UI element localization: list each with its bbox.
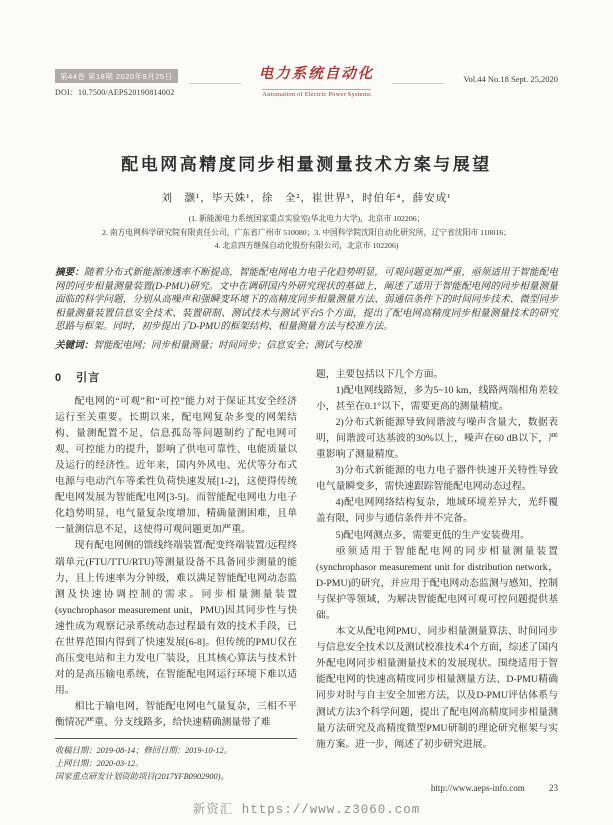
body-paragraph: 本文从配电网PMU、同步相量测量算法、时间同步与信息安全技术以及测试校准技术4个方面，综述了国内外配电网同步相量测量技术的发展现状。围绕适用于智能配电网的快速高精度同步相量测量方法、D-PMU精确同步对时与自主安全加密方法，以及D-PMU评估体系与测试方法3个科学问题，提出了配电网高精度同步相量测量方法研究及高精度微型PMU研制的理论研究框架与实施方案。进一步，阐述了初步研究进展。 xyxy=(316,626,558,750)
footnote-line: 收稿日期：2019-08-14；修回日期：2019-10-12。 xyxy=(55,745,232,755)
body-columns xyxy=(55,367,558,784)
affiliations xyxy=(55,212,558,253)
abstract-block xyxy=(55,266,558,334)
keywords-label: 关键词： xyxy=(55,339,94,351)
section-heading xyxy=(55,369,297,385)
right-column xyxy=(316,367,558,784)
watermark-link[interactable]: 新资汇 https://www.z3060.com xyxy=(192,803,421,817)
header-divider-left xyxy=(189,83,241,84)
abstract-text: 随着分布式新能源渗透率不断提高，智能配电网电力电子化趋势明显，可观问题更加严重，亟须适用于智能配电网的同步相量测量装置(D-PMU)研究。文中在调研国内外研究现状的基础上，阐述了适用于智能配电网的同步相量测量面临的科学问题，分别从高噪声和强瞬变环境下的高精度同步相量测量方法、弱通信条件下的时间同步技术、微型同步相量测量装置信息安全技术、装置研制、测试技术与测试平台5个方面，提出了配电网高精度同步相量测量技术的研究思路与框架。同时，初步提出了D-PMU的框架结构、相量测量方法与校准方法。 xyxy=(55,266,559,333)
affiliation-line: 2. 南方电网科学研究院有限责任公司，广东省广州市 510080；3. 中国科学院沈阳自动化研究所，辽宁省沈阳市 110016； xyxy=(101,227,512,237)
body-paragraph: 亟须适用于智能配电网的同步相量测量装置(synchrophasor measurement unit for distribution network，D-PMU)的研究，并应用于配电网动态监测与感知、控制与保护等领域，为解决智能配电网可观可控问题提供基础。 xyxy=(316,545,558,621)
issue-info-en: Vol.44 No.18 Sept. 25,2020 xyxy=(463,74,558,84)
affiliation-line: (1. 新能源电力系统国家重点实验室(华北电力大学)，北京市 102206； xyxy=(188,214,425,223)
journal-url[interactable]: http://www.aeps-info.com xyxy=(430,783,525,793)
body-paragraph: 2)分布式新能源导致间谐波与噪声含量大，数据表明，间谐波可达基波的30%以上，噪声在60 dB以下，严重影响了测量精度。 xyxy=(316,416,558,461)
journal-logo xyxy=(235,66,398,101)
keywords-text: 智能配电网；同步相量测量；时间同步；信息安全；测试与校准 xyxy=(93,339,362,351)
footnote-line: 国家重点研发计划资助项目(2017YFB0902900)。 xyxy=(55,772,229,782)
header-divider-right xyxy=(392,83,444,84)
section-number: 0 xyxy=(55,371,63,384)
journal-header xyxy=(55,66,558,106)
header-left xyxy=(55,66,235,98)
footnote-line: 上网日期：2020-03-12。 xyxy=(55,758,144,768)
section-title: 引言 xyxy=(76,371,101,384)
journal-name-en: Automation of Electric Power Systems xyxy=(262,90,371,98)
left-column xyxy=(55,367,297,784)
journal-name-cn: 电力系统自动化 xyxy=(258,66,375,82)
keywords-block xyxy=(55,339,558,353)
abstract-label: 摘要： xyxy=(55,266,85,278)
issue-badge: 第44卷 第18期 2020年9月25日 xyxy=(55,69,178,83)
footnote-block xyxy=(55,738,297,784)
affiliation-line: 4. 北京四方继保自动化股份有限公司，北京市 102206) xyxy=(214,241,399,251)
body-paragraph: 题，主要包括以下几个方面。 xyxy=(316,368,444,380)
body-paragraph: 配电网的“可观”和“可控”能力对于保证其安全经济运行至关重要。长期以来，配电网复杂多变的网架结构、量测配置不足，信息孤岛等问题制约了配电网可观、可控能力的提升，影响了供电可靠性、电能质量以及运行的经济性。近年来，国内外风电、光伏等分布式电源与电动汽车等柔性负荷快速发展[1-2]，这使得传统配电网发展为智能配电网[3-5]。而智能配电网电力电子化趋势明显，电气量复杂度增加、精确量测困难，且单一量测信息不足，这使得可观问题更加严重。 xyxy=(55,395,297,536)
body-paragraph: 现有配电网侧的馈线终端装置/配变终端装置/远程终端单元(FTU/TTU/RTU)等测量设备不具备同步测量的能力，且上传速率为分钟级，难以满足智能配电网动态监测及快速协调控制的需求。同步相量测量装置(synchrophasor measurement unit，PMU)因其同步性与快速性成为观察记录系统动态过程最有效的技术手段，已在世界范围内得到了快速发展[6-8]。但传统的PMU仅在高压变电站和主力发电厂装设，且其核心算法与技术针对的是高压输电系统，在智能配电网运行环境下难以适用。 xyxy=(55,540,297,697)
doi-text: DOI：10.7500/AEPS20190814002 xyxy=(55,88,175,97)
body-paragraph: 4)配电网网络结构复杂，地域环境差异大，光纤覆盖有限，同步与通信条件并不完备。 xyxy=(316,497,558,525)
body-paragraph: 1)配电网线路短，多为5~10 km，线路两端相角差较小，甚至在0.1°以下，需要更高的测量精度。 xyxy=(316,384,558,412)
page-number: 23 xyxy=(549,783,558,793)
page-title: 配电网高精度同步相量测量技术方案与展望 xyxy=(121,155,492,174)
page-footer xyxy=(431,783,558,793)
body-paragraph: 5)配电网测点多，需要更低的生产安装费用。 xyxy=(335,529,530,541)
body-paragraph: 3)分布式新能源的电力电子器件快速开关特性导致电气量瞬变多，需快速跟踪智能配电网动态过程。 xyxy=(316,465,558,493)
body-paragraph: 相比于输电网，智能配电网电气量复杂，三相不平衡情况严重、分支线路多，给快速精确测量带了难 xyxy=(55,701,297,729)
author-line: 刘 灏¹，毕天姝¹，徐 全²，崔世界³，时伯年⁴，薛安成¹ xyxy=(161,193,452,204)
